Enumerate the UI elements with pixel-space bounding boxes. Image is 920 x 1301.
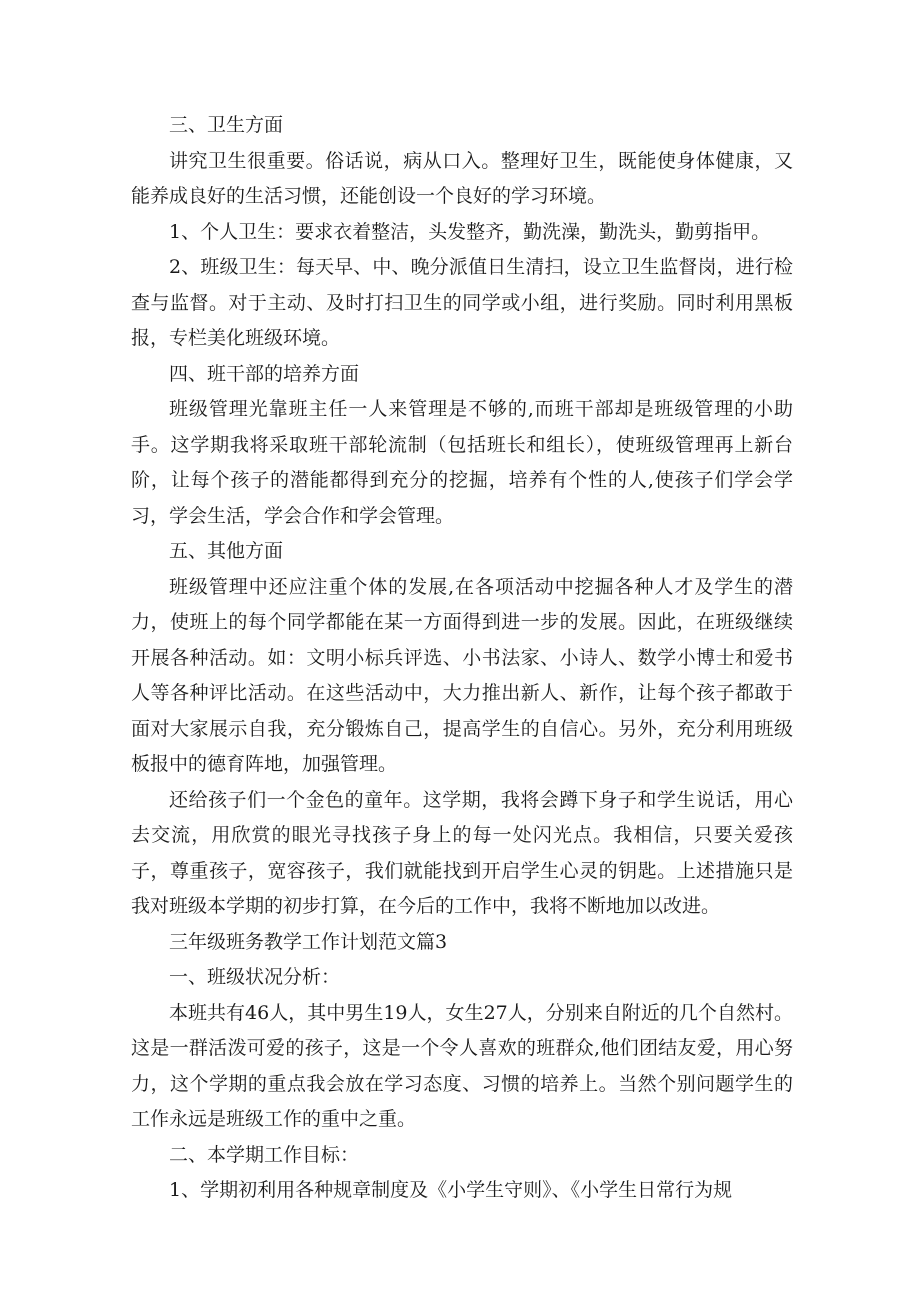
paragraph-golden-childhood: 还给孩子们一个金色的童年。这学期，我将会蹲下身子和学生说话，用心去交流，用欣赏的眼光寻找孩子身上的每一处闪光点。我相信，只要关爱孩子，尊重孩子，宽容孩子，我们就能找到开启学生心灵的钥匙。上述措施只是我对班级本学期的初步打算，在今后的工作中，我将不断地加以改进。 [131,788,793,917]
paragraph-other-activities: 班级管理中还应注重个体的发展,在各项活动中挖掘各种人才及学生的潜力，使班上的每个同学都能在某一方面得到进一步的发展。因此，在班级继续开展各种活动。如：文明小标兵评选、小书法家、小诗人、数学小博士和爱书人等各种评比活动。在这些活动中，大力推出新人、新作，让每个孩子都敢于面对大家展示自我，充分锻炼自己，提高学生的自信心。另外，充分利用班级板报中的德育阵地，加强管理。 [131,575,793,775]
section-heading-class-cadre: 四、班干部的培养方面 [169,362,360,385]
paragraph-goal-1: 1、学期初利用各种规章制度及《小学生守则》、《小学生日常行为规 [169,1179,733,1201]
paragraph-class-cadre: 班级管理光靠班主任一人来管理是不够的,而班干部却是班级管理的小助手。这学期我将采取班干部轮流制（包括班长和组长），使班级管理再上新台阶，让每个孩子的潜能都得到充分的挖掘，培养有个性的人,使孩子们学会学习，学会生活，学会合作和学会管理。 [131,398,793,527]
article-title-part-3: 三年级班务教学工作计划范文篇3 [169,930,448,953]
section-heading-class-analysis: 一、班级状况分析： [169,966,341,988]
section-heading-other: 五、其他方面 [169,540,284,562]
document-body [131,108,793,1209]
section-heading-semester-goals: 二、本学期工作目标： [169,1143,360,1166]
paragraph-class-analysis: 本班共有46人，其中男生19人，女生27人，分别来自附近的几个自然村。这是一群活泼可爱的孩子，这是一个令人喜欢的班群众,他们团结友爱，用心努力，这个学期的重点我会放在学习态度、习惯的培养上。当然个别问题学生的工作永远是班级工作的重中之重。 [131,1001,793,1130]
paragraph-class-hygiene: 2、班级卫生：每天早、中、晚分派值日生清扫，设立卫生监督岗，进行检查与监督。对于主动、及时打扫卫生的同学或小组，进行奖励。同时利用黑板报，专栏美化班级环境。 [131,256,793,349]
paragraph-hygiene-intro: 讲究卫生很重要。俗话说，病从口入。整理好卫生，既能使身体健康，又能养成良好的生活习惯，还能创设一个良好的学习环境。 [131,149,793,207]
section-heading-hygiene: 三、卫生方面 [169,114,284,136]
paragraph-personal-hygiene: 1、个人卫生：要求衣着整洁，头发整齐，勤洗澡，勤洗头，勤剪指甲。 [169,220,771,243]
